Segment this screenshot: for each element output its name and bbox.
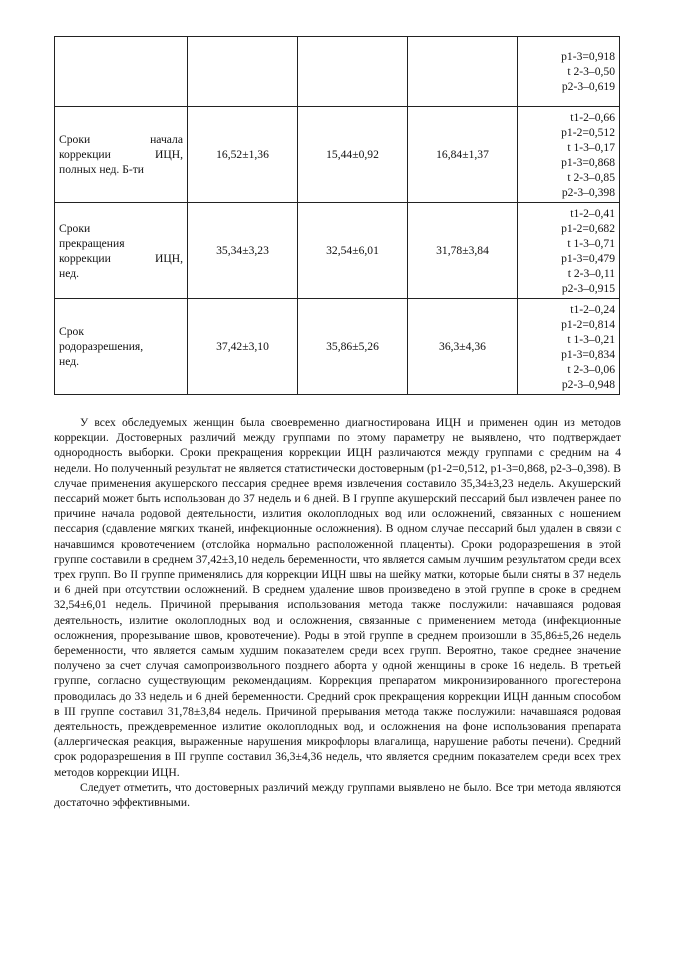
row-label-line: прекращения	[59, 236, 125, 250]
stat-line: t 2-3–0,50	[567, 65, 615, 78]
paragraph: У всех обследуемых женщин была своевременно диагностирована ИЦН и применен один из методов коррекции. Достоверных различий между группами по этому параметру не выявлено, что подтверждает однородность выборки. Сроки прекращения коррекции ИЦН различаются между группами с средним на 4 недели. Но полученный результат не является статистически достоверным (р1-2=0,512, р1-3=0,868, р2-3–0,398). В случае применения акушерского пессария среднее время извлечения составило 35,34±3,23 недель. Акушерский пессарий может быть использован до 37 недель и 6 дней. В I группе акушерский пессарий был извлечен ранее по причине начала родовой деятельности, излития околоплодных вод или осложнений, связанных с ношением пессария (сдавление мягких тканей, инфекционные осложнения). В одном случае пессарий был удален в связи с начавшимся кровотечением (отслойка нормально расположенной плаценты). Сроки родоразрешения в этой группе составили в среднем 37,42±3,10 недель беременности, что является самым лучшим результатом среди всех трех групп. Во II группе применялись для коррекции ИЦН швы на шейку матки, которые были сняты в 37 недель и 6 дней при отсутствии осложнений. В среднем удаление швов произведено в этой группе в сроке в среднем 32,54±6,01 недель. Причиной прерывания использования метода также послужили: начавшаяся родовая деятельность, излитие околоплодных вод и осложнения, связанные с применением метода (инфекционные осложнения, прорезывание швов, кровотечение). Роды в этой группе в среднем произошли в 35,86±5,26 недель беременности, что является самым худшим показателем среди всех групп. Вероятно, такое среднее значение получено за счет случая самопроизвольного позднего аборта у одной женщины в сроке 16 недель. В третьей группе, согласно существующим рекомендациям. Коррекция препаратом микронизированного прогестерона проводилась до 33 недель и 6 дней беременности. Средний срок прекращения коррекции ИЦН данным способом в III группе составил 31,78±3,84 недель. Причиной прерывания метода также послужили: начавшаяся родовая деятельность, преждевременное излитие околоплодных вод, и осложнения на фоне использования препарата (аллергическая реакция, выраженные нарушения микрофлоры влагалища, нарушение работы печени). Средний срок родоразрешения в III группе составил 36,3±4,36 недель, что является средним показателем среди всех трех методов коррекции ИЦН.	[54, 416, 621, 779]
stat-line: t 2-3–0,11	[567, 266, 615, 280]
stat-line: p2-3–0,619	[561, 80, 615, 93]
row-label-line: Срок	[59, 325, 84, 338]
stat-line: t 2-3–0,85	[567, 170, 615, 184]
stat-line: p1-2=0,814	[561, 317, 615, 331]
row-label-line: Сроки начала	[59, 133, 183, 146]
stats-cell	[518, 107, 620, 203]
results-table	[54, 36, 620, 395]
group-3-value: 36,3±4,36	[408, 299, 518, 395]
body-text	[54, 415, 621, 810]
stats-cell	[518, 203, 620, 299]
stat-line: p1-3=0,834	[561, 347, 615, 361]
row-label-cell	[55, 107, 188, 203]
stat-line: t1-2–0,66	[570, 110, 615, 124]
stat-line: p1-3=0,868	[561, 155, 615, 169]
group-3-value	[408, 37, 518, 107]
row-label-cell	[55, 299, 188, 395]
stat-line: p2-3–0,948	[561, 377, 615, 391]
group-1-value: 37,42±3,10	[188, 299, 298, 395]
group-3-value: 16,84±1,37	[408, 107, 518, 203]
row-label-line: коррекции ИЦН,	[59, 251, 183, 265]
stat-line: p1-3=0,479	[561, 251, 615, 265]
row-label-line: родоразрешения,	[59, 340, 144, 353]
stat-line: p1-2=0,512	[561, 125, 615, 139]
group-2-value: 32,54±6,01	[298, 203, 408, 299]
group-2-value: 15,44±0,92	[298, 107, 408, 203]
stat-line: t1-2–0,24	[570, 302, 615, 316]
stat-line: t1-2–0,41	[570, 206, 615, 220]
table-row	[55, 37, 620, 107]
paragraph: Следует отметить, что достоверных различий между группами выявлено не было. Все три метода являются достаточно эффективными.	[54, 780, 621, 810]
group-2-value: 35,86±5,26	[298, 299, 408, 395]
row-label-line: нед.	[59, 355, 79, 368]
group-1-value	[188, 37, 298, 107]
stat-line: p2-3–0,915	[561, 281, 615, 295]
stat-line: t 1-3–0,17	[567, 140, 615, 154]
stat-line: t 1-3–0,21	[567, 332, 615, 346]
table-row	[55, 299, 620, 395]
stat-line: t 1-3–0,71	[567, 236, 615, 250]
stat-line: p1-3=0,918	[561, 50, 615, 63]
stats-cell	[518, 37, 620, 107]
row-label-cell	[55, 203, 188, 299]
group-2-value	[298, 37, 408, 107]
row-label-line: нед.	[59, 266, 79, 280]
table-row	[55, 203, 620, 299]
group-3-value: 31,78±3,84	[408, 203, 518, 299]
stat-line: p1-2=0,682	[561, 221, 615, 235]
group-1-value: 16,52±1,36	[188, 107, 298, 203]
table-row	[55, 107, 620, 203]
stat-line: p2-3–0,398	[561, 185, 615, 199]
group-1-value: 35,34±3,23	[188, 203, 298, 299]
stats-cell	[518, 299, 620, 395]
stat-line: t 2-3–0,06	[567, 362, 615, 376]
row-label-line: коррекции ИЦН,	[59, 148, 183, 161]
row-label-cell	[55, 37, 188, 107]
row-label-line: полных нед. Б-ти	[59, 163, 145, 176]
row-label-line: Сроки	[59, 221, 91, 235]
